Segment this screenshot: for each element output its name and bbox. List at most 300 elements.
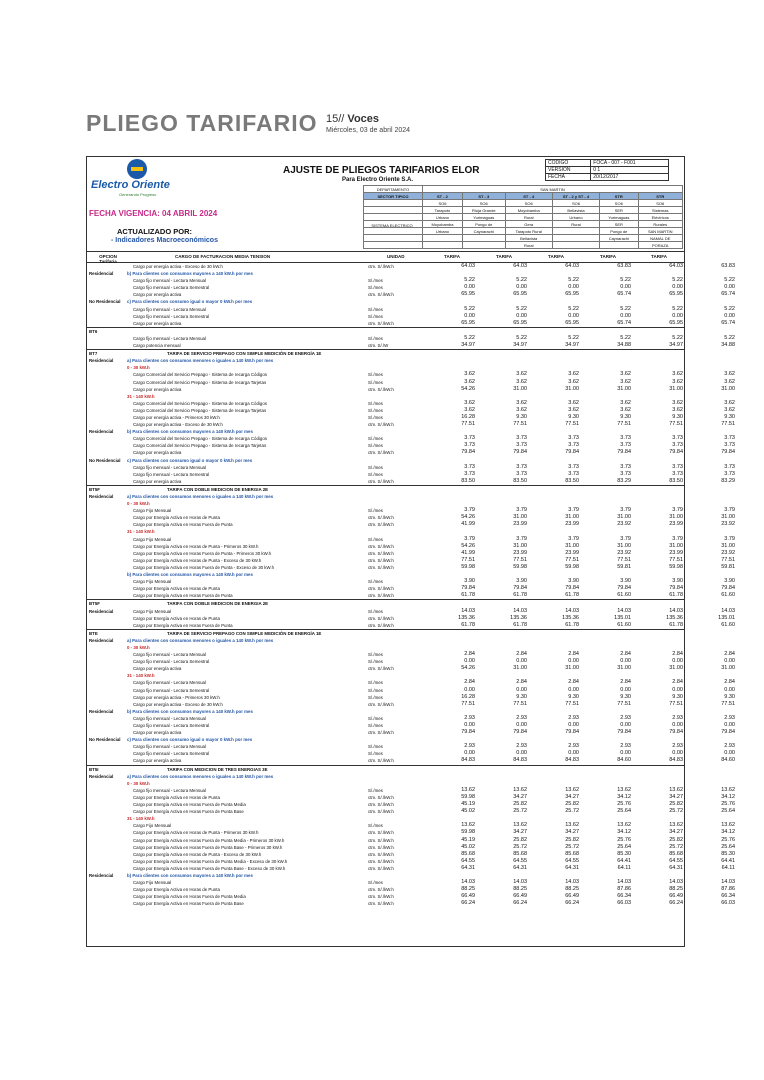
- row-value: 23.99: [669, 549, 683, 556]
- row-unit: ctm. S/./kW.h: [368, 522, 394, 528]
- row-value: 54.26: [461, 514, 475, 521]
- row-value: 3.90: [620, 578, 631, 585]
- table-row: [87, 658, 735, 665]
- row-value: 65.74: [617, 319, 631, 326]
- row-value: 61.78: [461, 621, 475, 628]
- system-cell: Pongo de: [600, 228, 638, 235]
- row-value: 13.62: [721, 822, 735, 829]
- row-description: Cargo por Energía Activa en Horas Fuera de Punta: [133, 593, 233, 599]
- row-description: Cargo por energía activa: [133, 320, 182, 326]
- row-value: 0.00: [568, 686, 579, 693]
- section-row: [87, 327, 684, 335]
- row-unit: S/./mes: [368, 464, 383, 470]
- row-value: 13.62: [565, 786, 579, 793]
- logo-emblem-icon: [127, 159, 147, 179]
- row-value: 79.84: [461, 729, 475, 736]
- row-unit: ctm. S/./kW.h: [368, 730, 394, 736]
- row-unit: S/./mes: [368, 443, 383, 449]
- row-tariff-option: BT5I: [89, 766, 99, 772]
- row-description: Cargo Fijo Mensual: [133, 508, 172, 514]
- table-row: [87, 312, 735, 320]
- row-value: 25.82: [565, 801, 579, 808]
- row-value: 25.64: [617, 843, 631, 850]
- row-unit: S/./mes: [368, 823, 383, 829]
- row-description: Cargo por Energía Activa en Horas Fuera de Punta Media - Exceso de 30 kW.h: [133, 858, 288, 864]
- row-description: Cargo Comercial del Servicio Prepago - Sistema de recarga Códigos: [133, 400, 267, 406]
- table-row: [87, 500, 684, 507]
- row-value: 34.12: [721, 793, 735, 800]
- row-tariff-option: Residencial: [89, 773, 114, 779]
- row-value: 84.60: [617, 757, 631, 764]
- row-value: 0.00: [620, 686, 631, 693]
- row-unit: ctm. S/./kW.h: [368, 894, 394, 900]
- row-value: 59.98: [461, 793, 475, 800]
- row-value: 2.84: [516, 651, 527, 658]
- table-row: [87, 413, 735, 421]
- table-row: [87, 743, 735, 750]
- row-description: Cargo por energía activa: [133, 758, 182, 764]
- col-tarifa-4: TARIFA: [600, 254, 616, 259]
- row-value: 0.00: [568, 722, 579, 728]
- row-description: c) Para clientes con consumo igual o mayor 0 kW.h por mes: [127, 737, 253, 743]
- row-value: 2.93: [620, 743, 631, 750]
- table-row: [87, 893, 735, 900]
- row-unit: S/./mes: [368, 471, 383, 477]
- row-value: 79.84: [461, 585, 475, 592]
- row-value: 45.02: [461, 843, 475, 850]
- row-unit: ctm. S/./W: [368, 343, 389, 349]
- col-tarifa-1: TARIFA: [444, 254, 460, 259]
- row-description: Cargo fijo mensual - Lectura Mensual: [133, 787, 206, 793]
- version-label: VERSION: [546, 167, 591, 174]
- row-value: 0.00: [568, 284, 579, 291]
- row-value: 0.00: [724, 722, 735, 728]
- row-value: 66.24: [565, 900, 579, 907]
- col-tarifa-5: TARIFA: [651, 254, 667, 259]
- row-value: 3.79: [516, 507, 527, 514]
- row-description: TARIFA DE SERVICIO PREPAGO CON SIMPLE MEDICIÓN DE ENERGÍA 1E: [167, 630, 322, 636]
- row-description: a) Para clientes con consumos menores o iguales a 140 kW.h por mes: [127, 358, 274, 364]
- row-description: Cargo por Energía Activa en Horas Fuera de Punta: [133, 522, 233, 528]
- row-unit: ctm. S/./kW.h: [368, 802, 394, 808]
- table-row: [87, 477, 735, 485]
- row-value: 3.73: [672, 435, 683, 442]
- row-value: 2.84: [464, 651, 475, 658]
- row-value: 2.93: [724, 743, 735, 750]
- row-value: 65.74: [721, 291, 735, 298]
- row-value: 0.00: [620, 284, 631, 291]
- sector-cell: ST - 2 y ST - 4: [552, 193, 599, 200]
- row-description: Cargo fijo mensual - Lectura Semestral: [133, 285, 210, 291]
- row-description: Cargo Comercial del Servicio Prepago - Sistema de recarga Códigos: [133, 372, 267, 378]
- row-value: 0.00: [672, 722, 683, 728]
- row-value: 25.82: [669, 836, 683, 843]
- row-value: 2.84: [568, 651, 579, 658]
- row-tariff-option: BT6: [89, 328, 98, 334]
- fecha-label: FECHA: [546, 174, 591, 181]
- row-value: 5.22: [724, 305, 735, 312]
- row-value: 31.00: [565, 665, 579, 672]
- row-value: 0.00: [464, 658, 475, 665]
- table-row: [87, 542, 735, 550]
- system-cell: SER: [600, 207, 638, 214]
- row-unit: ctm. S/./kW.h: [368, 564, 394, 570]
- row-value: 3.73: [464, 442, 475, 449]
- row-unit: ctm. S/./kW.h: [368, 264, 394, 269]
- row-value: 34.27: [513, 829, 527, 836]
- row-value: 87.86: [721, 886, 735, 893]
- row-value: 14.03: [617, 879, 631, 886]
- row-value: 25.64: [721, 808, 735, 815]
- row-description: TARIFA CON MEDICION DE TRES ENERGIAS 3E: [167, 766, 268, 772]
- row-value: 64.03: [565, 263, 579, 269]
- row-value: 31.00: [669, 542, 683, 549]
- row-value: 3.62: [516, 378, 527, 385]
- table-row: [87, 334, 735, 342]
- table-row: [87, 521, 735, 528]
- row-description: Cargo por Energía Activa en Horas de Punta: [133, 515, 220, 521]
- row-value: 34.97: [565, 342, 579, 349]
- row-value: 9.30: [724, 693, 735, 700]
- row-description: b) Para clientes con consumos mayores a 140 kW.h por mes: [127, 572, 253, 578]
- sistema-electrico-label: SISTEMA ELECTRICO: [371, 223, 413, 228]
- region-name: SAN MARTIN: [423, 186, 683, 193]
- row-value: 84.83: [513, 757, 527, 764]
- table-row: [87, 585, 735, 592]
- row-value: 13.62: [513, 822, 527, 829]
- table-row: [87, 607, 735, 615]
- document-code-box: [545, 159, 669, 181]
- logo-tagline: Generando Progreso: [119, 192, 157, 197]
- row-unit: S/./mes: [368, 723, 383, 728]
- system-cell: Tarapoto Rural: [505, 228, 552, 235]
- col-opcion: OPCION Tarifaria: [99, 254, 117, 264]
- row-value: 85.30: [617, 850, 631, 857]
- row-unit: ctm. S/./kW.h: [368, 901, 394, 907]
- system-cell: SO6: [462, 200, 505, 207]
- table-row: [87, 319, 735, 327]
- system-cell: Rural: [505, 242, 552, 249]
- row-value: 3.73: [724, 435, 735, 442]
- table-row: [87, 457, 684, 464]
- row-value: 2.84: [724, 651, 735, 658]
- row-value: 31.00: [513, 514, 527, 521]
- row-value: 83.50: [513, 477, 527, 484]
- row-value: 9.30: [516, 413, 527, 420]
- row-value: 31.00: [617, 542, 631, 549]
- page-section: [326, 113, 379, 125]
- row-value: 77.51: [565, 421, 579, 428]
- row-description: c) Para clientes con consumo igual o mayor 0 kW.h por mes: [127, 457, 253, 463]
- row-tariff-option: Residencial: [89, 872, 114, 878]
- row-value: 79.84: [669, 449, 683, 456]
- row-value: 64.03: [513, 263, 527, 269]
- row-value: 25.76: [721, 836, 735, 843]
- row-value: 59.98: [513, 563, 527, 570]
- row-value: 0.00: [464, 750, 475, 757]
- row-value: 0.00: [724, 658, 735, 665]
- row-value: 2.93: [672, 714, 683, 721]
- table-row: [87, 563, 735, 571]
- row-value: 79.84: [513, 729, 527, 736]
- row-unit: ctm. S/./kW.h: [368, 292, 394, 298]
- row-value: 0.00: [464, 284, 475, 291]
- row-value: 64.11: [721, 864, 735, 871]
- table-row: [87, 298, 684, 305]
- row-value: 0.00: [516, 686, 527, 693]
- row-description: 31 - 140 kW.h: [127, 393, 155, 399]
- row-value: 14.03: [513, 879, 527, 886]
- row-value: 31.00: [669, 514, 683, 521]
- row-value: 3.62: [516, 406, 527, 413]
- row-value: 66.49: [461, 893, 475, 900]
- table-row: [87, 672, 684, 679]
- row-value: 0.00: [620, 658, 631, 665]
- row-description: Cargo fijo mensual - Lectura Mensual: [133, 335, 206, 341]
- row-description: Cargo por Energía Activa en Horas Fuera de Punta - Primeros 30 kW.h: [133, 550, 272, 556]
- document-subtitle: Para Electro Oriente S.A.: [342, 177, 414, 183]
- sector-cell: STR: [600, 193, 638, 200]
- row-value: 5.22: [516, 305, 527, 312]
- row-unit: S/./mes: [368, 694, 383, 700]
- table-row: [87, 900, 735, 907]
- row-value: 59.98: [461, 829, 475, 836]
- row-value: 77.51: [617, 421, 631, 428]
- row-value: 14.03: [565, 607, 579, 614]
- row-description: Cargo fijo mensual - Lectura Semestral: [133, 313, 210, 319]
- row-value: 3.90: [568, 578, 579, 585]
- table-row: [87, 686, 735, 694]
- system-cell: Bellavista: [505, 235, 552, 242]
- row-value: 5.22: [672, 305, 683, 312]
- row-value: 63.83: [721, 263, 735, 269]
- row-value: 9.30: [568, 693, 579, 700]
- row-value: 3.79: [724, 535, 735, 542]
- tariff-rows: [87, 263, 735, 907]
- table-row: [87, 665, 735, 672]
- table-row: [87, 729, 735, 736]
- row-value: 77.51: [721, 700, 735, 707]
- row-unit: S/./mes: [368, 278, 383, 284]
- row-value: 64.11: [617, 864, 631, 871]
- table-row: [87, 291, 735, 298]
- row-value: 3.79: [464, 535, 475, 542]
- row-value: 77.51: [617, 556, 631, 563]
- row-value: 14.03: [721, 607, 735, 614]
- row-description: Cargo por Energía Activa en Horas de Punta: [133, 615, 220, 621]
- row-description: Cargo por energía activa - Primeros 30 kW.h: [133, 694, 220, 700]
- row-value: 79.84: [617, 729, 631, 736]
- row-value: 9.30: [620, 693, 631, 700]
- table-row: [87, 757, 735, 764]
- row-value: 5.22: [672, 334, 683, 341]
- system-cell: SO6: [638, 200, 683, 207]
- row-description: Cargo por Energía Activa en Horas Fuera de Punta - Exceso de 30 kW.h: [133, 564, 275, 570]
- row-value: 13.62: [617, 822, 631, 829]
- row-description: 0 - 30 kW.h: [127, 365, 150, 371]
- row-value: 34.97: [461, 342, 475, 349]
- row-value: 135.36: [562, 614, 579, 621]
- row-value: 2.84: [568, 679, 579, 686]
- row-value: 3.62: [672, 378, 683, 385]
- row-value: 3.62: [724, 378, 735, 385]
- row-value: 2.84: [620, 651, 631, 658]
- row-value: 0.00: [516, 658, 527, 665]
- system-cell: [462, 242, 505, 249]
- row-value: 83.29: [721, 477, 735, 484]
- sector-tipico-label: SECTOR TIPICO: [364, 193, 423, 200]
- row-value: 79.84: [565, 449, 579, 456]
- row-unit: S/./mes: [368, 608, 383, 614]
- fecha-value: 20/12/2017: [591, 174, 669, 181]
- system-cell: [462, 235, 505, 242]
- table-row: [87, 270, 684, 277]
- row-value: 5.22: [516, 277, 527, 284]
- table-row: [87, 843, 735, 851]
- row-unit: S/./mes: [368, 680, 383, 686]
- row-tariff-option: Residencial: [89, 608, 114, 614]
- row-unit: ctm. S/./kW.h: [368, 758, 394, 764]
- row-value: 9.30: [672, 413, 683, 420]
- table-row: [87, 442, 735, 449]
- row-value: 25.64: [721, 843, 735, 850]
- row-value: 25.72: [669, 808, 683, 815]
- row-description: Cargo Fijo Mensual: [133, 608, 172, 614]
- row-value: 14.03: [461, 879, 475, 886]
- row-value: 0.00: [516, 284, 527, 291]
- row-value: 3.62: [568, 371, 579, 378]
- system-cell: Rural: [552, 221, 599, 228]
- row-description: Cargo fijo mensual - Lectura Mensual: [133, 278, 206, 284]
- header-spacer: [364, 242, 423, 249]
- row-value: 0.00: [672, 284, 683, 291]
- row-value: 5.22: [568, 334, 579, 341]
- table-row: [87, 651, 735, 658]
- row-unit: S/./mes: [368, 400, 383, 406]
- row-value: 85.68: [565, 850, 579, 857]
- row-value: 3.62: [724, 399, 735, 406]
- table-row: [87, 793, 735, 801]
- row-description: TARIFA DE SERVICIO PREPAGO CON SIMPLE MEDICIÓN DE ENERGÍA 1E: [167, 351, 322, 357]
- row-description: Cargo potencia mensual: [133, 343, 181, 349]
- system-cell: Moyobamba: [423, 221, 463, 228]
- system-cell: Sistemas: [638, 207, 683, 214]
- row-value: 13.62: [721, 786, 735, 793]
- row-value: 83.50: [461, 477, 475, 484]
- row-unit: ctm. S/./kW.h: [368, 615, 394, 621]
- row-value: 5.22: [672, 277, 683, 284]
- row-tariff-option: BTE: [89, 630, 98, 636]
- row-value: 25.64: [617, 808, 631, 815]
- row-description: Cargo por energía activa: [133, 292, 182, 298]
- system-cell: [423, 235, 463, 242]
- row-value: 41.99: [461, 549, 475, 556]
- section-row: [87, 765, 684, 773]
- table-row: [87, 815, 684, 822]
- row-value: 66.34: [721, 893, 735, 900]
- system-cell: PORAZA: [638, 242, 683, 249]
- row-value: 84.83: [565, 757, 579, 764]
- row-description: a) Para clientes con consumos menores o iguales a 140 kW.h por mes: [127, 494, 274, 499]
- system-cell: SAN MARTIN: [638, 228, 683, 235]
- table-row: [87, 808, 735, 815]
- row-value: 31.00: [669, 665, 683, 672]
- row-description: Cargo fijo mensual - Lectura Mensual: [133, 652, 206, 658]
- row-value: 79.84: [669, 585, 683, 592]
- row-description: Cargo por energía activa - Primeros 30 kW.h: [133, 414, 220, 420]
- row-value: 3.62: [620, 371, 631, 378]
- system-cell: Urbano: [423, 228, 463, 235]
- table-row: [87, 493, 684, 500]
- row-value: 3.62: [620, 406, 631, 413]
- row-value: 0.00: [568, 750, 579, 757]
- row-unit: S/./mes: [368, 414, 383, 420]
- table-row: [87, 750, 735, 757]
- table-row: [87, 679, 735, 686]
- row-value: 65.95: [461, 319, 475, 326]
- row-value: 0.00: [516, 722, 527, 728]
- row-value: 3.62: [516, 371, 527, 378]
- row-description: Cargo por energía activa: [133, 386, 182, 392]
- row-value: 77.51: [513, 421, 527, 428]
- row-unit: S/./mes: [368, 335, 383, 341]
- row-unit: ctm. S/./kW.h: [368, 851, 394, 857]
- row-value: 77.51: [461, 421, 475, 428]
- system-cell: SER: [600, 221, 638, 228]
- row-value: 34.27: [669, 829, 683, 836]
- table-row: [87, 507, 735, 514]
- company-logo: [91, 159, 177, 199]
- row-value: 3.62: [620, 378, 631, 385]
- row-value: 79.84: [513, 585, 527, 592]
- row-value: 25.76: [617, 801, 631, 808]
- row-value: 135.36: [458, 614, 475, 621]
- row-value: 61.78: [669, 592, 683, 599]
- row-description: Cargo por energía activa: [133, 666, 182, 672]
- row-value: 77.51: [513, 700, 527, 707]
- row-description: TARIFA CON DOBLE MEDICION DE ENERGIA 2E: [167, 486, 269, 492]
- row-description: Cargo Fijo Mensual: [133, 823, 172, 829]
- row-description: b) Para clientes con consumos mayores a 140 kW.h por mes: [127, 708, 253, 714]
- row-value: 3.62: [516, 399, 527, 406]
- row-value: 66.49: [513, 893, 527, 900]
- row-value: 2.93: [516, 714, 527, 721]
- table-row: [87, 700, 735, 708]
- row-value: 0.00: [620, 750, 631, 757]
- row-value: 5.22: [516, 334, 527, 341]
- row-value: 77.51: [669, 421, 683, 428]
- row-value: 79.84: [513, 449, 527, 456]
- row-value: 31.00: [721, 514, 735, 521]
- row-value: 77.51: [669, 700, 683, 707]
- table-row: [87, 708, 684, 715]
- sector-cell: STR: [638, 193, 683, 200]
- row-value: 31.00: [617, 385, 631, 392]
- row-value: 3.73: [672, 442, 683, 449]
- row-description: Cargo Comercial del Servicio Prepago - Sistema de recarga Códigos: [133, 436, 267, 442]
- row-value: 3.62: [724, 406, 735, 413]
- row-description: b) Para clientes con consumos mayores a 140 kW.h por mes: [127, 429, 253, 435]
- row-value: 5.22: [620, 305, 631, 312]
- table-row: [87, 722, 735, 729]
- row-value: 3.79: [516, 535, 527, 542]
- row-unit: S/./mes: [368, 579, 383, 585]
- row-value: 88.25: [565, 886, 579, 893]
- table-row: [87, 693, 735, 701]
- row-unit: S/./mes: [368, 285, 383, 291]
- row-value: 66.24: [669, 900, 683, 907]
- table-row: [87, 428, 684, 435]
